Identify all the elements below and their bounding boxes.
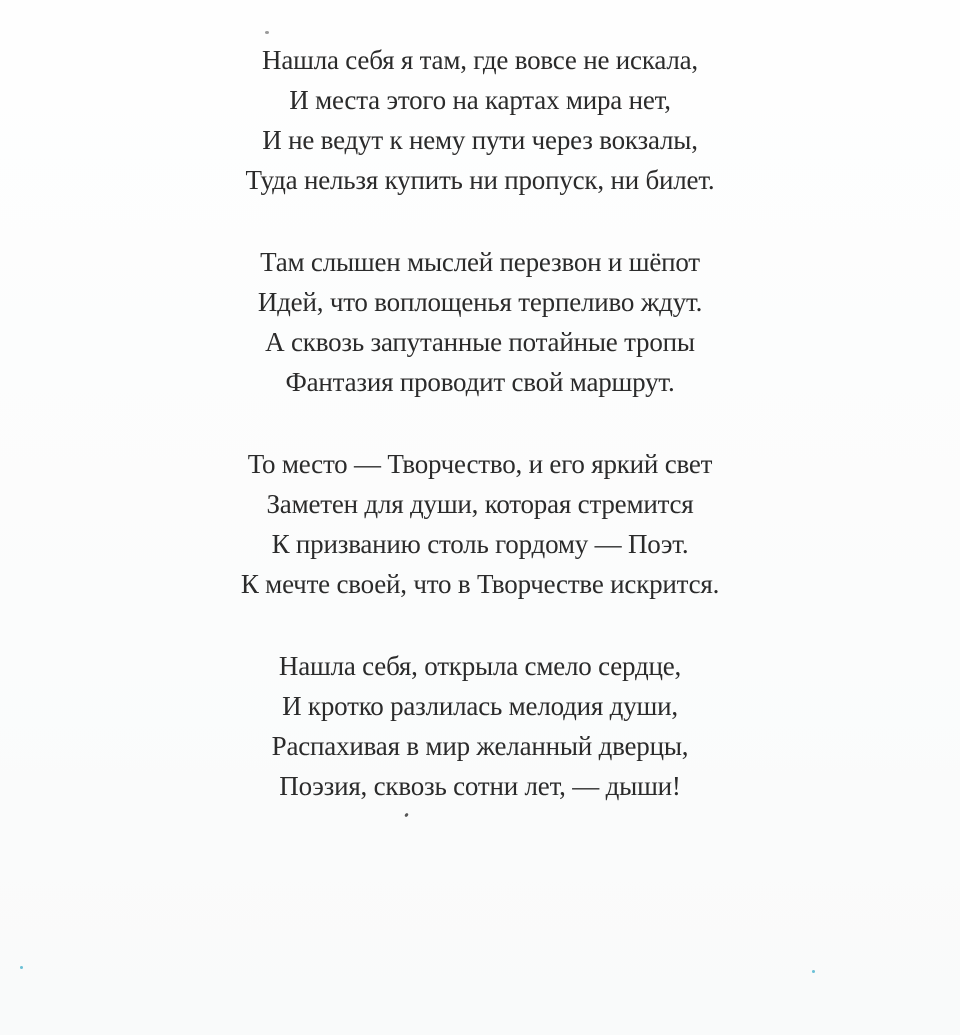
poem-line: И не ведут к нему пути через вокзалы,: [262, 125, 698, 155]
poem-line: А сквозь запутанные потайные тропы: [265, 327, 695, 357]
poem-line: Там слышен мыслей перезвон и шёпот: [260, 247, 700, 277]
poem-line: То место — Творчество, и его яркий свет: [247, 449, 713, 479]
stanza-3: [0, 444, 960, 604]
scan-speck: [812, 970, 815, 973]
poem-line: К призванию столь гордому — Поэт.: [271, 529, 689, 559]
poem-line: И кротко разлилась мелодия души,: [282, 691, 678, 721]
stanza-2: [0, 242, 960, 402]
poem-line: Нашла себя, открыла смело сердце,: [278, 651, 682, 681]
poem-line: Поэзия, сквозь сотни лет, — дыши!: [279, 771, 681, 801]
poem-line: И места этого на картах мира нет,: [289, 85, 671, 115]
poem: [0, 40, 960, 848]
scan-speck: [20, 966, 23, 969]
poem-line: Нашла себя я там, где вовсе не искала,: [262, 45, 698, 75]
stanza-1: [0, 40, 960, 200]
stanza-4: [0, 646, 960, 806]
poem-line: Заметен для души, которая стремится: [266, 489, 694, 519]
scan-speck: [265, 31, 269, 34]
poem-line: Туда нельзя купить ни пропуск, ни билет.: [245, 165, 715, 195]
poem-line: Распахивая в мир желанный дверцы,: [271, 731, 689, 761]
poem-line: Идей, что воплощенья терпеливо ждут.: [257, 287, 703, 317]
poem-line: К мечте своей, что в Творчестве искрится.: [240, 569, 720, 599]
poem-line: Фантазия проводит свой маршрут.: [285, 367, 675, 397]
